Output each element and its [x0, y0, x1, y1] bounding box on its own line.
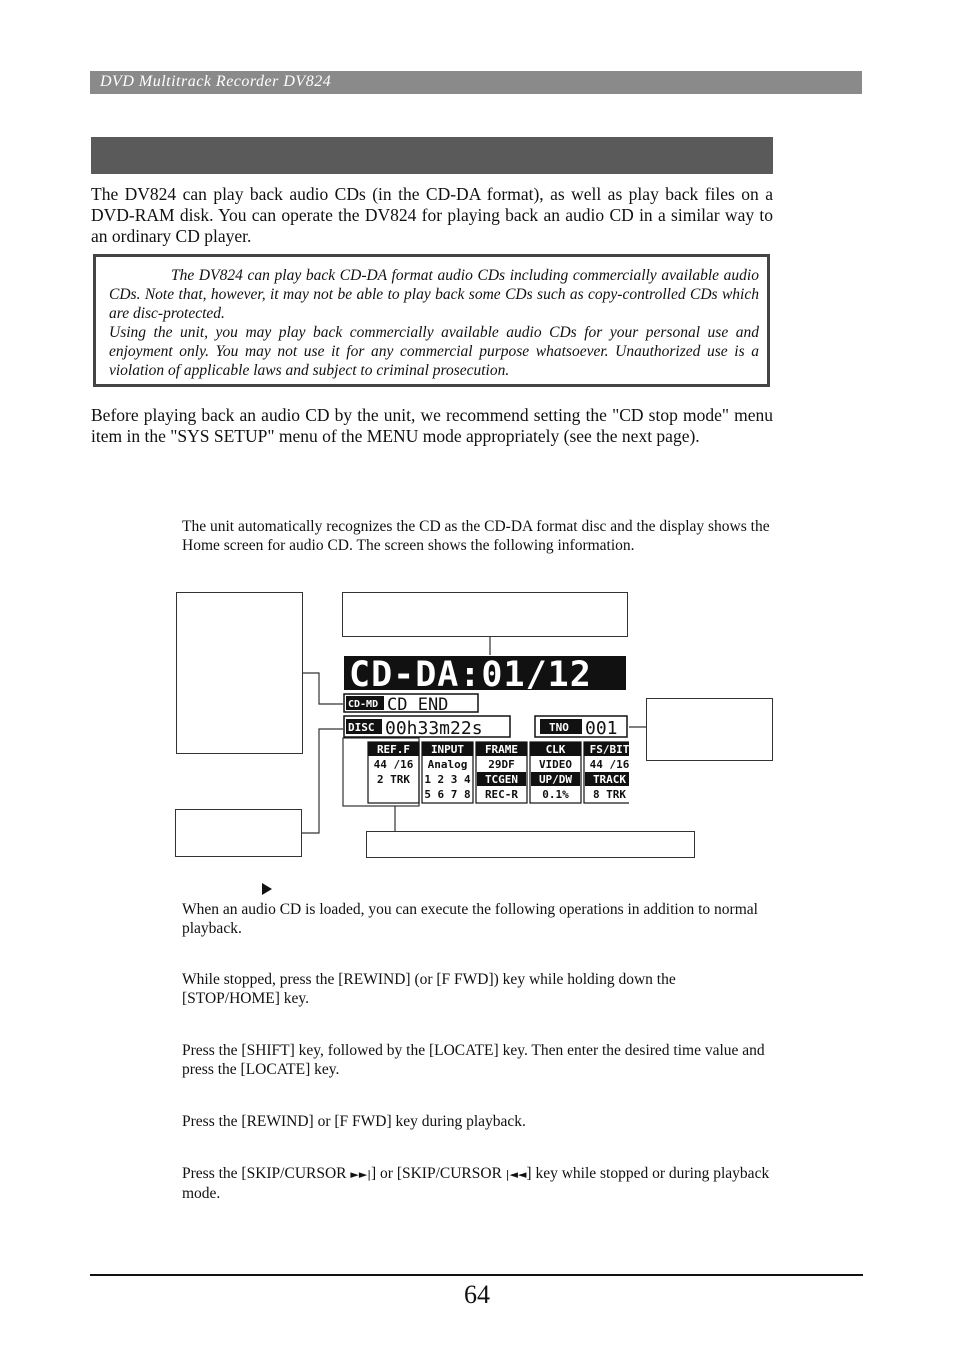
- skip-back-icon: |◄◄: [505, 1168, 527, 1181]
- lcd-status-cell: [476, 742, 527, 803]
- lcd-cell-text: CLK: [545, 743, 566, 756]
- lcd-cell-text: TCGEN: [484, 773, 519, 786]
- op-skip-text-c: ] key while stopped or during playback mode.: [182, 1165, 770, 1202]
- recognize-paragraph: The unit automatically recognizes the CD as the CD-DA format disc and the display shows the Home screen for audio CD. The screen shows the following information.: [182, 518, 770, 554]
- note-line-2: Using the unit, you may play back commercially available audio CDs for your personal use and enjoyment only. You may not use it for any commercial purpose whatsoever. Unauthorized use is a violation of applicable laws and subject to criminal prosecution.: [109, 324, 759, 379]
- lcd-home-screen: [343, 655, 629, 805]
- cd-stop-mode-paragraph: Before playing back an audio CD by the unit, we recommend setting the "CD stop mode" menu item in the "SYS SETUP" menu of the MENU mode appropriately (see the next page).: [91, 405, 773, 446]
- op-skip-cursor: [182, 1164, 774, 1203]
- section-arrow-icon: [261, 882, 273, 896]
- lcd-cell-text: REC-R: [484, 788, 519, 801]
- lcd-cell-text: Analog: [427, 758, 468, 771]
- lcd-mode-tag: CD-MD: [348, 699, 379, 710]
- op-skip-text-b: ] or [SKIP/CURSOR: [371, 1165, 506, 1182]
- op-skip-text-a: Press the [SKIP/CURSOR: [182, 1165, 351, 1182]
- lcd-display: [343, 655, 629, 805]
- lcd-cell-text: VIDEO: [538, 758, 573, 771]
- lcd-status-cell: [422, 742, 473, 803]
- intro-paragraph: The DV824 can play back audio CDs (in the CD-DA format), as well as play back files on a DVD-RAM disk. You can operate the DV824 for playing back an audio CD in a similar way to an ordinary CD player.: [91, 184, 773, 246]
- lcd-cell-text: REF.F: [376, 743, 411, 756]
- lcd-status-cell: [530, 742, 581, 803]
- lcd-cell-text: 1 2 3 4: [424, 773, 471, 786]
- skip-forward-icon: ►►|: [350, 1168, 371, 1181]
- lcd-cell-text: UP/DW: [538, 773, 573, 786]
- page-number: 64: [464, 1280, 490, 1309]
- lcd-cell-text: 44 /16: [373, 758, 414, 771]
- op-rewind-ffwd-playback: Press the [REWIND] or [F FWD] key during playback.: [182, 1113, 526, 1130]
- lcd-disc-tag: DISC: [348, 721, 375, 734]
- lcd-cell-text: FS/BIT: [589, 743, 629, 756]
- lcd-cell-text: FRAME: [484, 743, 519, 756]
- lcd-tno-tag: TNO: [549, 721, 569, 734]
- lcd-main-title: CD-DA:01/12: [349, 655, 592, 695]
- lcd-cell-text: 8 TRK: [592, 788, 627, 801]
- lcd-cell-text: 44 /16: [589, 758, 629, 771]
- lcd-cell-text: 2 TRK: [376, 773, 411, 786]
- lcd-cell-text: 5 6 7 8: [424, 788, 471, 801]
- lcd-cell-text: 0.1%: [542, 788, 569, 801]
- lcd-cell-text: TRACK: [592, 773, 627, 786]
- note-line-1: The DV824 can play back CD-DA format audio CDs including commercially available audio CDs. Note that, however, it may not be able to play back some CDs such as copy-controlled CDs which are disc-protected.: [109, 267, 759, 322]
- lcd-cell-text: INPUT: [430, 743, 465, 756]
- footer-rule: [90, 1274, 863, 1276]
- op-locate: Press the [SHIFT] key, followed by the [LOCATE] key. Then enter the desired time value and press the [LOCATE] key.: [182, 1042, 765, 1078]
- running-header: DVD Multitrack Recorder DV824: [100, 73, 332, 90]
- lcd-disc-time: 00h33m22s: [385, 718, 483, 739]
- op-rewind-ffwd-stopped: While stopped, press the [REWIND] (or [F FWD]) key while holding down the [STOP/HOME] key.: [182, 971, 676, 1007]
- lcd-mode-value: CD END: [387, 695, 449, 715]
- lcd-cell-text: 29DF: [488, 758, 515, 771]
- lcd-status-cell: [368, 742, 419, 803]
- lcd-tno-value: 001: [585, 718, 618, 739]
- ops-intro: When an audio CD is loaded, you can execute the following operations in addition to normal playback.: [182, 901, 758, 937]
- lcd-status-cell: [584, 742, 629, 803]
